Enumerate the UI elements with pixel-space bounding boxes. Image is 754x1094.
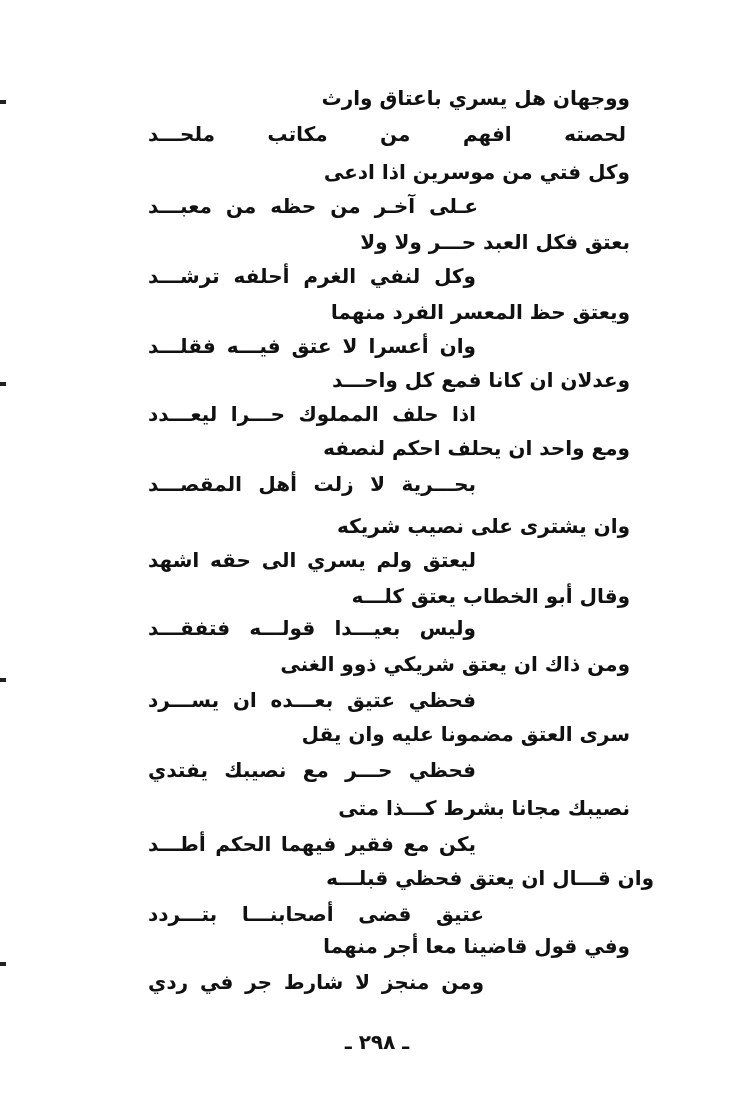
verse-line-2: لحصته افهم من مكاتب ملحـــد <box>148 122 626 146</box>
verse-line-11: ومع واحد ان يحلف احكم لنصفه <box>323 436 630 460</box>
verse-line-22: يكن مع فقير فيهما الحكم أطـــد <box>148 832 476 856</box>
verse-line-16: وليس بعيـــدا قولـــه فتفقـــد <box>148 616 476 640</box>
verse-line-1: ووجهان هل يسري باعتاق وارث <box>321 86 630 110</box>
verse-line-12: بحـــرية لا زلت أهل المقصـــد <box>148 472 476 496</box>
page-number: ـ ٢٩٨ ـ <box>344 1030 410 1054</box>
verse-line-9: وعدلان ان كانا فمع كل واحـــد <box>332 368 630 392</box>
verse-line-10: اذا حلف المملوك حـــرا ليعـــدد <box>148 402 476 426</box>
verse-line-26: ومن منجز لا شارط جر في ردي <box>148 970 484 994</box>
verse-line-3: وكل فتي من موسرين اذا ادعى <box>323 160 630 184</box>
verse-line-15: وقال أبو الخطاب يعتق كلـــه <box>351 584 630 608</box>
verse-line-6: وكل لنفي الغرم أحلفه ترشـــد <box>148 264 476 288</box>
verse-line-13: وان يشترى على نصيب شريكه <box>337 514 630 538</box>
margin-mark <box>0 678 6 682</box>
verse-line-14: ليعتق ولم يسري الى حقه اشهد <box>148 548 476 572</box>
margin-mark <box>0 382 6 386</box>
verse-line-21: نصيبك مجانا بشرط كـــذا متى <box>338 796 630 820</box>
verse-line-17: ومن ذاك ان يعتق شريكي ذوو الغنى <box>280 652 630 676</box>
verse-line-18: فحظي عتيق بعـــده ان يســـرد <box>148 688 476 712</box>
verse-line-20: فحظي حـــر مع نصيبك يفتدي <box>148 758 476 782</box>
verse-line-25: وفي قول قاضينا معا أجر منهما <box>323 934 630 958</box>
verse-line-23: وان قـــال ان يعتق فحظي قبلـــه <box>326 866 654 890</box>
margin-mark <box>0 100 6 104</box>
verse-line-7: ويعتق حظ المعسر الفرد منهما <box>330 300 630 324</box>
verse-line-19: سرى العتق مضمونا عليه وان يقل <box>301 722 630 746</box>
verse-line-4: عـلى آخـر من حظه من معبـــد <box>148 194 478 218</box>
verse-line-24: عتيق قضى أصحابنـــا بتـــردد <box>148 902 484 926</box>
verse-line-5: بعتق فكل العبد حـــر ولا ولا <box>360 230 630 254</box>
margin-mark <box>0 962 6 966</box>
verse-line-8: وان أعسرا لا عتق فيـــه فقلـــد <box>148 334 476 358</box>
